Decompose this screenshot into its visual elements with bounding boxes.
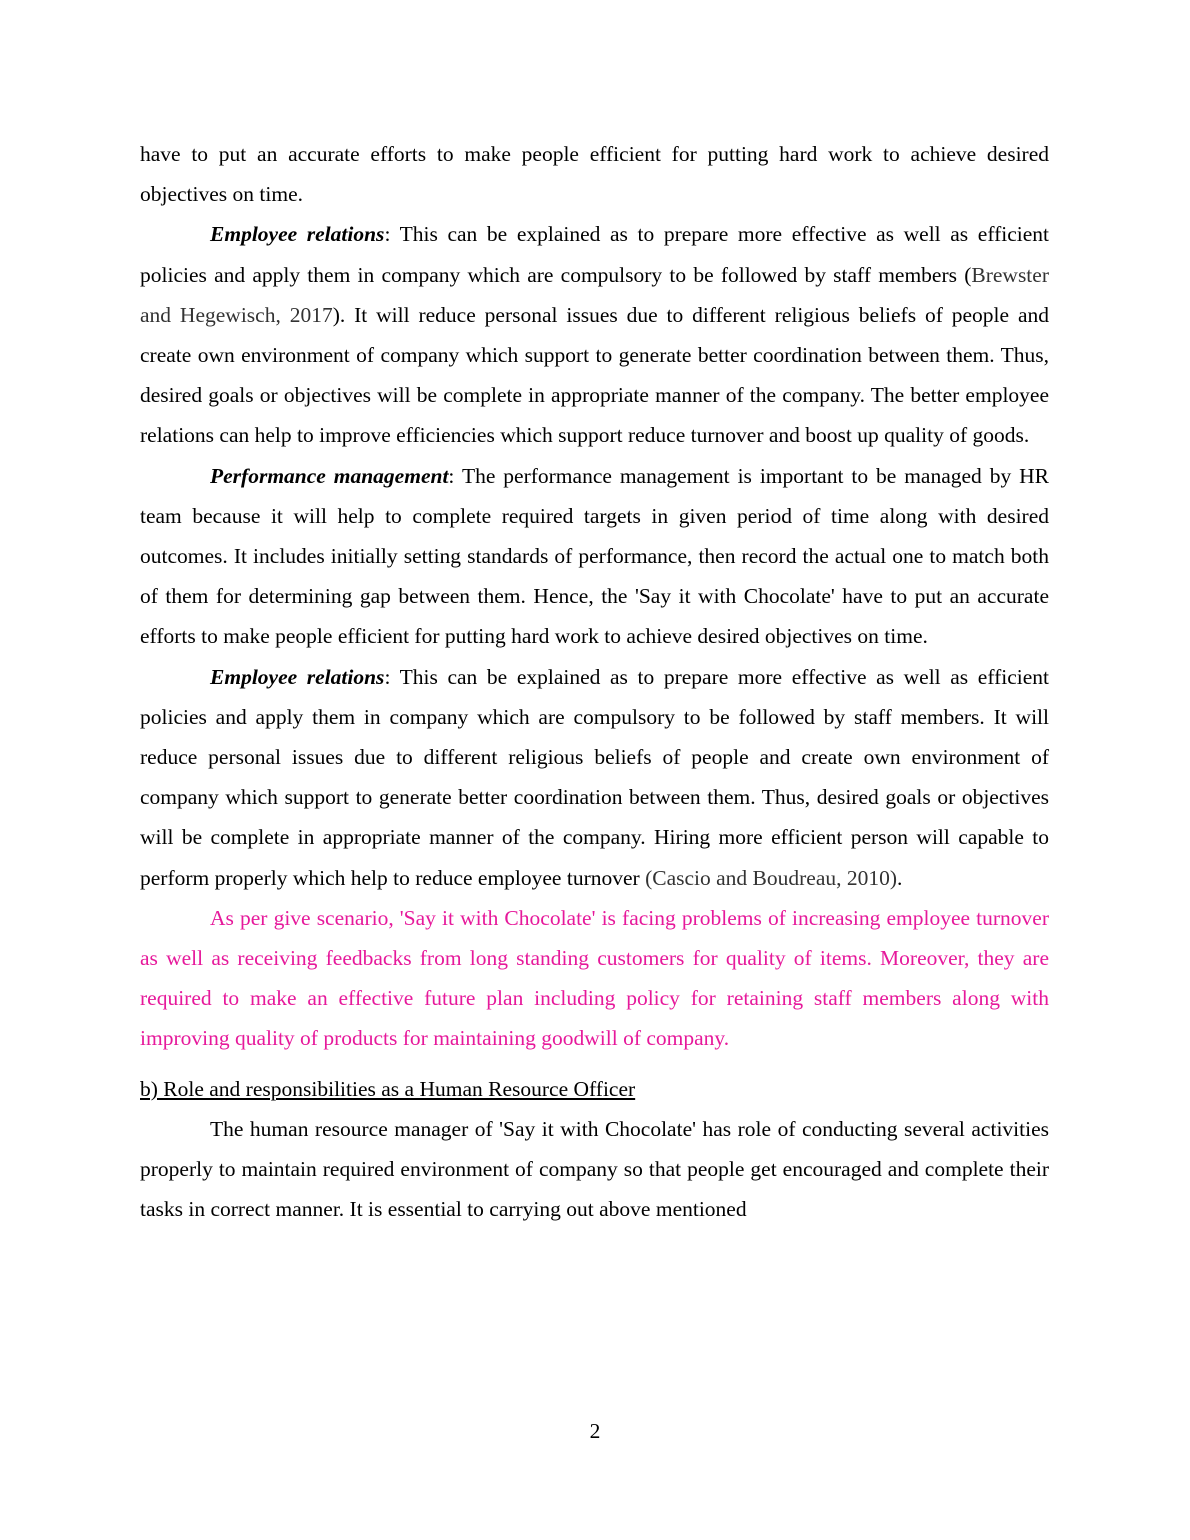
paragraph-text: This can be explained as to prepare more effective as well as efficient policies and apply them in company which are compulsory to be followed by staff members. It will reduce personal issues due to different religious beliefs of people and create own environment of company which support to generate better coordination between them. Thus, desired goals or objectives will be complete in appropriate manner of the company. Hiring more efficient person will capable to perform properly which help to reduce employee turnover <box>140 664 1049 890</box>
term-employee-relations: Employee relations <box>210 664 385 689</box>
term-employee-relations: Employee relations <box>210 222 385 247</box>
paragraph-continuation <box>140 134 1049 214</box>
term-performance-management: Performance management <box>210 463 449 488</box>
document-body <box>140 134 1049 1229</box>
paragraph-employee-relations-2 <box>140 657 1049 898</box>
term-separator: : <box>448 463 462 488</box>
paragraph-text: The performance management is important to be managed by HR team because it will help to complete required targets in given period of time along with desired outcomes. It includes initially setting standards of performance, then record the actual one to match both of them for determining gap between them. Hence, the 'Say it with Chocolate' have to put an accurate efforts to make people efficient for putting hard work to achieve desired objectives on time. <box>140 463 1049 649</box>
term-separator: : <box>384 222 400 247</box>
page-number: 2 <box>589 1419 601 1443</box>
paragraph-hr-role <box>140 1109 1049 1230</box>
term-separator: : <box>384 664 400 689</box>
paragraph-text: The human resource manager of 'Say it with Chocolate' has role of conducting several activities properly to maintain required environment of company so that people get encouraged and complete their tasks in correct manner. It is essential to carrying out above mentioned <box>140 1116 1049 1222</box>
paragraph-text: This can be explained as to prepare more effective as well as efficient policies and apply them in company which are compulsory to be followed by staff members ( <box>140 222 1049 287</box>
paragraph-text: have to put an accurate efforts to make people efficient for putting hard work to achieve desired objectives on time. <box>140 142 1049 207</box>
paragraph-text: ). It will reduce personal issues due to different religious beliefs of people and create own environment of company which support to generate better coordination between them. Thus, desired goals or objectives will be complete in appropriate manner of the company. The better employee relations can help to improve efficiencies which support reduce turnover and boost up quality of goods. <box>140 302 1049 448</box>
paragraph-employee-relations <box>140 214 1049 455</box>
section-heading-text: b) Role and responsibilities as a Human Resource Officer <box>140 1076 636 1101</box>
section-heading <box>140 1069 1049 1109</box>
citation: (Cascio and Boudreau, 2010) <box>645 865 898 890</box>
citation: Brewster and Hegewisch, 2017 <box>140 262 1049 327</box>
paragraph-scenario-highlighted <box>140 898 1049 1059</box>
paragraph-tail: . <box>897 865 903 890</box>
paragraph-performance-management <box>140 456 1049 657</box>
paragraph-text: As per give scenario, 'Say it with Chocolate' is facing problems of increasing employee turnover as well as receiving feedbacks from long standing customers for quality of items. Moreover, they are required to make an effective future plan including policy for retaining staff members along with improving quality of products for maintaining goodwill of company. <box>140 905 1049 1051</box>
